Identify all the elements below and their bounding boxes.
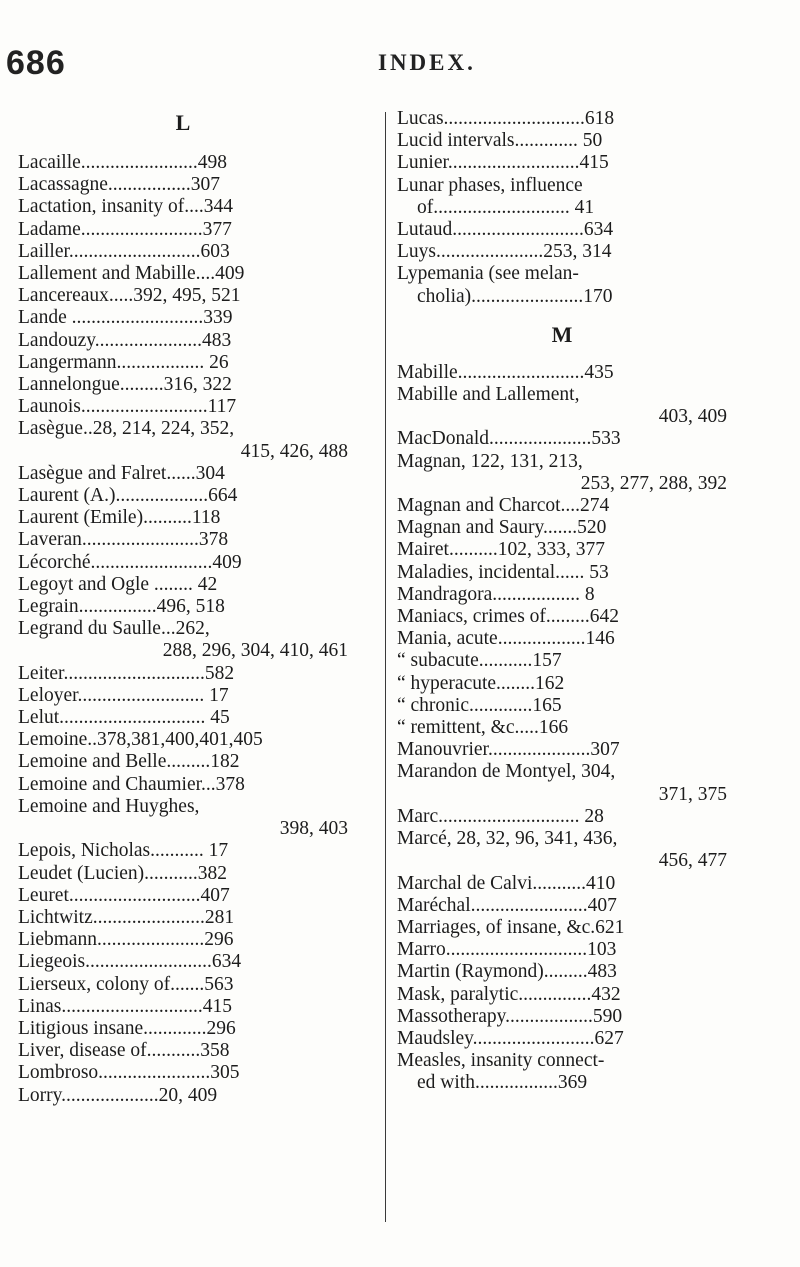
- index-entry: [397, 152, 727, 174]
- right-column: [397, 108, 727, 1095]
- index-entry: [397, 606, 727, 628]
- section-letter-l: L: [175, 110, 191, 135]
- entry-text: Laurent (Emile)..........118: [18, 507, 221, 529]
- entry-text: Lacaille........................498: [18, 152, 228, 173]
- index-entry: [397, 495, 727, 517]
- index-entry: [397, 939, 727, 961]
- entry-text: Lepois, Nicholas........... 17: [18, 840, 229, 862]
- index-entry: [397, 108, 727, 130]
- entry-text: Mabille..........................435: [397, 361, 614, 383]
- index-entry: [18, 685, 348, 707]
- entry-continuation: 371, 375: [658, 783, 727, 805]
- index-entry: [397, 175, 727, 219]
- entry-text: Martin (Raymond).........483: [397, 961, 617, 983]
- entry-continuation: 288, 296, 304, 410, 461: [162, 640, 348, 662]
- index-entry: [18, 418, 348, 462]
- entry-text: Legrand du Saulle...262,: [18, 618, 210, 640]
- index-entry: [18, 1085, 348, 1107]
- entry-text: Lemoine and Chaumier...378: [18, 773, 245, 795]
- index-entry: [397, 961, 727, 983]
- entry-text: Legoyt and Ogle ........ 42: [18, 573, 218, 595]
- entry-text: Landouzy......................483: [18, 329, 232, 351]
- entry-text: Lemoine and Belle.........182: [18, 751, 240, 773]
- entry-continuation: 403, 409: [658, 406, 727, 428]
- entry-text: Lelut.............................. 45: [18, 707, 230, 729]
- index-entry: [18, 374, 348, 396]
- section-letter-m: M: [551, 321, 573, 347]
- index-entry: [18, 463, 348, 485]
- entry-text: Mask, paralytic...............432: [397, 983, 621, 1005]
- index-entry: [397, 1050, 727, 1094]
- index-entry: [397, 1006, 727, 1028]
- entry-text: Lactation, insanity of....344: [18, 196, 233, 218]
- entry-text: “ subacute...........157: [397, 650, 562, 672]
- entry-text: Maudsley.........................627: [397, 1027, 624, 1049]
- index-entry: [397, 761, 727, 805]
- index-entry: [18, 863, 348, 885]
- index-entry: [18, 929, 348, 951]
- entry-text: Lande ...........................339: [18, 307, 233, 329]
- index-entry: [18, 241, 348, 263]
- entry-text: Lypemania (see melan-: [397, 263, 579, 285]
- left-entry-list: [18, 152, 348, 1107]
- index-entry: [18, 330, 348, 352]
- entry-continuation: 415, 426, 488: [240, 440, 348, 462]
- index-entry: [397, 717, 727, 739]
- entry-text: Measles, insanity connect-: [397, 1050, 605, 1072]
- entry-text: Lailler...........................603: [18, 240, 230, 262]
- entry-text: Lasègue..28, 214, 224, 352,: [18, 418, 235, 440]
- index-entry: [397, 219, 727, 241]
- index-entry: [397, 130, 727, 152]
- entry-text: Leudet (Lucien)...........382: [18, 862, 228, 884]
- entry-text: Mairet..........102, 333, 377: [397, 539, 605, 561]
- index-entry: [18, 196, 348, 218]
- entry-text: Liegeois..........................634: [18, 951, 242, 973]
- entry-text: Marro.............................103: [397, 939, 617, 961]
- entry-text: Maréchal........................407: [397, 894, 617, 916]
- index-entry: [397, 984, 727, 1006]
- page-header: [0, 44, 800, 84]
- index-entry: [18, 1018, 348, 1040]
- index-entry: [397, 584, 727, 606]
- entry-text: Luys......................253, 314: [397, 241, 612, 263]
- index-entry: [397, 263, 727, 307]
- index-entry: [18, 552, 348, 574]
- index-entry: [397, 628, 727, 650]
- entry-text: Lallement and Mabille....409: [18, 263, 245, 285]
- entry-text: “ hyperacute........162: [397, 672, 565, 694]
- index-entry: [397, 650, 727, 672]
- entry-text: Magnan and Charcot....274: [397, 495, 610, 517]
- entry-continuation: 398, 403: [279, 818, 348, 840]
- entry-text: Lorry....................20, 409: [18, 1084, 218, 1106]
- left-column: [18, 108, 348, 1107]
- index-entry: [18, 663, 348, 685]
- entry-text: Mania, acute..................146: [397, 628, 615, 650]
- index-entry: [18, 219, 348, 241]
- entry-text: Lunier...........................415: [397, 152, 609, 174]
- entry-text: Marcé, 28, 32, 96, 341, 436,: [397, 828, 618, 850]
- index-entry: [397, 1028, 727, 1050]
- index-entry: [18, 885, 348, 907]
- index-entry: [18, 996, 348, 1018]
- entry-text: Manouvrier.....................307: [397, 739, 620, 761]
- entry-text: Lucid intervals............. 50: [397, 130, 603, 152]
- index-entry: [18, 1040, 348, 1062]
- index-entry: [18, 840, 348, 862]
- index-entry: [397, 895, 727, 917]
- entry-text: Lombroso.......................305: [18, 1062, 240, 1084]
- index-entry: [397, 873, 727, 895]
- entry-text: Leloyer.......................... 17: [18, 684, 229, 706]
- right-entry-list-top: [397, 108, 727, 308]
- index-entry: [18, 307, 348, 329]
- index-entry: [397, 451, 727, 495]
- index-entry: [18, 707, 348, 729]
- entry-text: Lierseux, colony of.......563: [18, 973, 234, 995]
- entry-text: “ remittent, &c.....166: [397, 717, 569, 739]
- entry-text: Mabille and Lallement,: [397, 384, 580, 406]
- index-entry: [18, 751, 348, 773]
- index-entry: [18, 596, 348, 618]
- entry-text: Litigious insane.............296: [18, 1017, 236, 1039]
- entry-text: Laurent (A.)...................664: [18, 485, 238, 507]
- entry-text: Maladies, incidental...... 53: [397, 561, 609, 583]
- entry-text: Lucas.............................618: [397, 108, 615, 129]
- entry-text: Liebmann......................296: [18, 929, 234, 951]
- entry-text: Leuret...........................407: [18, 884, 230, 906]
- index-entry: [397, 562, 727, 584]
- entry-text: Launois..........................117: [18, 396, 237, 418]
- index-entry: [397, 828, 727, 872]
- entry-text: Lutaud...........................634: [397, 219, 614, 241]
- entry-text: Massotherapy..................590: [397, 1005, 623, 1027]
- index-entry: [18, 485, 348, 507]
- entry-text: “ chronic.............165: [397, 694, 562, 716]
- entry-text: Marchal de Calvi...........410: [397, 872, 616, 894]
- entry-text: Magnan, 122, 131, 213,: [397, 450, 583, 472]
- index-entry: [397, 428, 727, 450]
- entry-continuation: cholia).......................170: [417, 285, 613, 307]
- entry-text: Lannelongue.........316, 322: [18, 374, 232, 396]
- column-divider: [385, 112, 386, 1222]
- index-entry: [18, 796, 348, 840]
- entry-text: Langermann.................. 26: [18, 351, 229, 373]
- entry-text: Marandon de Montyel, 304,: [397, 761, 616, 783]
- entry-text: Linas.............................415: [18, 995, 232, 1017]
- index-entry: [18, 951, 348, 973]
- entry-text: Mandragora.................. 8: [397, 583, 595, 605]
- index-entry: [18, 507, 348, 529]
- index-entry: [18, 396, 348, 418]
- entry-continuation: 253, 277, 288, 392: [580, 472, 727, 494]
- index-entry: [397, 739, 727, 761]
- index-entry: [397, 673, 727, 695]
- entry-text: Ladame.........................377: [18, 218, 232, 240]
- index-entry: [18, 618, 348, 662]
- entry-continuation: ed with.................369: [417, 1072, 588, 1094]
- index-entry: [18, 729, 348, 751]
- index-entry: [397, 917, 727, 939]
- index-entry: [18, 574, 348, 596]
- index-entry: [18, 174, 348, 196]
- entry-continuation: 456, 477: [658, 850, 727, 872]
- index-entry: [18, 352, 348, 374]
- entry-text: MacDonald.....................533: [397, 428, 621, 450]
- entry-text: Laveran........................378: [18, 529, 229, 551]
- index-entry: [18, 285, 348, 307]
- entry-text: Lichtwitz.......................281: [18, 906, 235, 928]
- entry-text: Lécorché.........................409: [18, 551, 242, 573]
- entry-text: Lancereaux.....392, 495, 521: [18, 285, 241, 307]
- index-entry: [397, 806, 727, 828]
- entry-text: Magnan and Saury.......520: [397, 517, 607, 539]
- entry-text: Lacassagne.................307: [18, 174, 220, 196]
- index-entry: [397, 384, 727, 428]
- index-entry: [18, 774, 348, 796]
- entry-text: Lemoine..378,381,400,401,405: [18, 729, 263, 751]
- entry-text: Lunar phases, influence: [397, 174, 583, 196]
- entry-text: Legrain................496, 518: [18, 596, 225, 618]
- running-head: INDEX.: [378, 50, 476, 75]
- index-entry: [18, 1062, 348, 1084]
- index-entry: [397, 517, 727, 539]
- entry-text: Maniacs, crimes of.........642: [397, 606, 620, 628]
- entry-text: Marc............................. 28: [397, 805, 604, 827]
- entry-text: Lasègue and Falret......304: [18, 462, 225, 484]
- index-entry: [397, 241, 727, 263]
- index-entry: [18, 974, 348, 996]
- index-entry: [397, 362, 727, 384]
- entry-text: Marriages, of insane, &c.621: [397, 916, 625, 938]
- index-entry: [18, 907, 348, 929]
- index-entry: [397, 539, 727, 561]
- entry-text: Liver, disease of...........358: [18, 1040, 230, 1062]
- entry-continuation: of............................ 41: [417, 196, 595, 218]
- index-entry: [18, 529, 348, 551]
- page-number: 686: [6, 44, 66, 82]
- entry-text: Lemoine and Huyghes,: [18, 795, 200, 817]
- index-entry: [18, 152, 348, 174]
- index-entry: [18, 263, 348, 285]
- index-entry: [397, 695, 727, 717]
- entry-text: Leiter.............................582: [18, 662, 235, 684]
- right-entry-list-bottom: [397, 362, 727, 1095]
